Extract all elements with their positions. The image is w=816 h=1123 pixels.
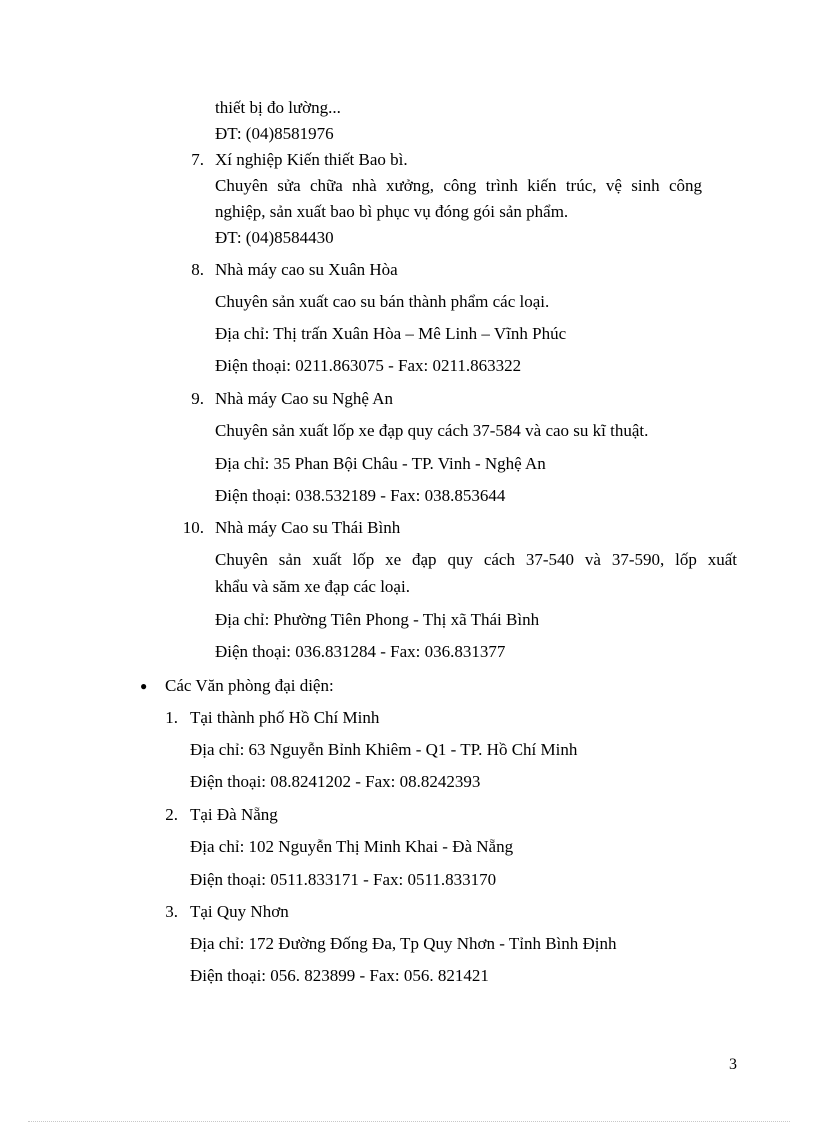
factory-8-address: Địa chỉ: Thị trấn Xuân Hòa – Mê Linh – Vĩnh Phúc <box>215 324 567 343</box>
factory-10-desc-line-2: khẩu và săm xe đạp các loại. <box>215 577 410 596</box>
factory-10-address: Địa chỉ: Phường Tiên Phong - Thị xã Thái Bình <box>215 610 540 629</box>
office-3-address: Địa chỉ: 172 Đường Đống Đa, Tp Quy Nhơn - Tỉnh Bình Định <box>190 934 617 953</box>
office-2-phone: Điện thoại: 0511.833171 - Fax: 0511.833170 <box>190 870 497 889</box>
factory-8-number: 8. <box>191 260 204 279</box>
office-2-number: 2. <box>165 805 178 824</box>
page-number: 3 <box>729 1056 737 1073</box>
factory-10-desc-line-1: Chuyên sản xuất lốp xe đạp quy cách 37-540 và 37-590, lốp xuất <box>215 550 737 569</box>
office-2-address: Địa chỉ: 102 Nguyễn Thị Minh Khai - Đà Nẵng <box>190 837 514 856</box>
factory-9-address: Địa chỉ: 35 Phan Bội Châu - TP. Vinh - Nghệ An <box>215 454 546 473</box>
prev-item-phone: ĐT: (04)8581976 <box>215 124 334 143</box>
factory-7-phone: ĐT: (04)8584430 <box>215 228 334 247</box>
offices-heading: Các Văn phòng đại diện: <box>165 676 334 695</box>
office-1-address: Địa chỉ: 63 Nguyễn Bỉnh Khiêm - Q1 - TP. Hồ Chí Minh <box>190 740 578 759</box>
bullet-icon: ● <box>140 679 148 693</box>
page-bottom-divider <box>28 1121 790 1122</box>
factory-9-phone: Điện thoại: 038.532189 - Fax: 038.853644 <box>215 486 506 505</box>
prev-item-desc: thiết bị đo lường... <box>215 98 341 117</box>
factory-10-name: Nhà máy Cao su Thái Bình <box>215 518 401 537</box>
office-3-name: Tại Quy Nhơn <box>190 902 289 921</box>
office-1-number: 1. <box>165 708 178 727</box>
factory-7-name: Xí nghiệp Kiến thiết Bao bì. <box>215 150 408 169</box>
factory-10-phone: Điện thoại: 036.831284 - Fax: 036.831377 <box>215 642 506 661</box>
factory-9-number: 9. <box>191 389 204 408</box>
factory-8-desc: Chuyên sản xuất cao su bán thành phẩm các loại. <box>215 292 550 311</box>
factory-7-desc-line-1: Chuyên sửa chữa nhà xưởng, công trình kiến trúc, vệ sinh công <box>215 176 702 195</box>
office-1-name: Tại thành phố Hồ Chí Minh <box>190 708 380 727</box>
factory-7-desc-line-2: nghiệp, sản xuất bao bì phục vụ đóng gói sản phẩm. <box>215 202 569 221</box>
office-3-phone: Điện thoại: 056. 823899 - Fax: 056. 821421 <box>190 966 489 985</box>
factory-8-phone: Điện thoại: 0211.863075 - Fax: 0211.863322 <box>215 356 522 375</box>
office-1-phone: Điện thoại: 08.8241202 - Fax: 08.8242393 <box>190 772 481 791</box>
factory-8-name: Nhà máy cao su Xuân Hòa <box>215 260 398 279</box>
factory-7-number: 7. <box>191 150 204 169</box>
office-2-name: Tại Đà Nẵng <box>190 805 278 824</box>
factory-10-number: 10. <box>182 518 204 537</box>
factory-9-desc: Chuyên sản xuất lốp xe đạp quy cách 37-584 và cao su kĩ thuật. <box>215 421 649 440</box>
office-3-number: 3. <box>165 902 178 921</box>
factory-9-name: Nhà máy Cao su Nghệ An <box>215 389 394 408</box>
